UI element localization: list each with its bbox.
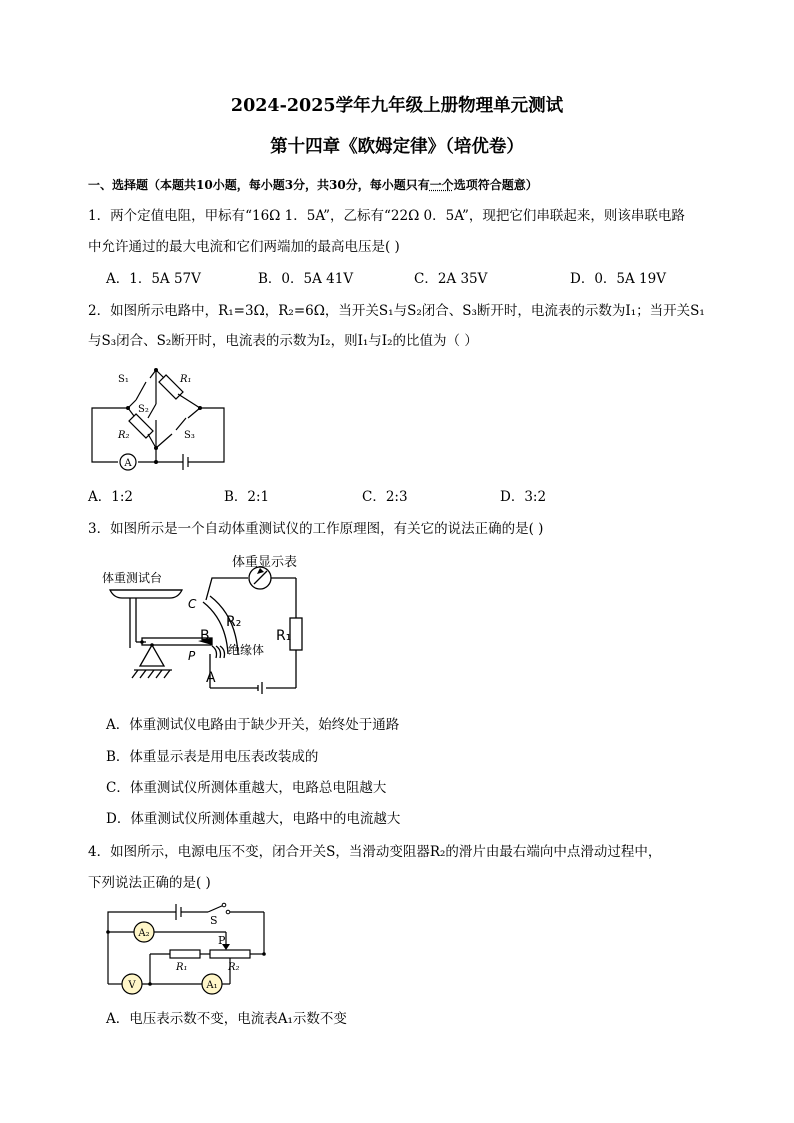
q1-stem-line1: 1．两个定值电阻，甲标有“16Ω 1．5A”，乙标有“22Ω 0．5A”，现把它们串联起来，则该串联电路 (88, 208, 685, 224)
q1-option-d[interactable]: D．0．5A 19V (570, 271, 666, 287)
q1-option-c[interactable]: C．2A 35V (414, 271, 488, 287)
section-heading-emphasis: 一个 (429, 178, 454, 192)
q4-option-a[interactable]: A．电压表示数不变，电流表A₁示数不变 (106, 1011, 347, 1027)
q2-s1-label: S₁ (118, 374, 129, 385)
q4-stem-line1: 4．如图所示，电源电压不变，闭合开关S，当滑动变阻器R₂的滑片由最右端向中点滑动过程中， (88, 844, 662, 860)
q2-option-a[interactable]: A．1:2 (88, 489, 133, 505)
q4-p-label: P (218, 934, 226, 947)
q3-c-label: C (188, 597, 197, 611)
q3-option-c[interactable]: C．体重测试仪所测体重越大，电路总电阻越大 (106, 780, 387, 796)
q3-option-b[interactable]: B．体重显示表是用电压表改装成的 (106, 749, 319, 765)
q4-circuit-diagram (106, 902, 274, 998)
q3-r2-label: R₂ (226, 614, 242, 630)
q3-a-label: A (206, 670, 216, 686)
q2-option-b[interactable]: B．2:1 (224, 489, 270, 505)
q2-stem-line1: 2．如图所示电路中，R₁=3Ω，R₂=6Ω，当开关S₁与S₂闭合、S₃断开时，电流表的示数为I₁；当开关S₁ (88, 303, 705, 319)
q2-circuit-diagram (88, 364, 228, 470)
q3-p-label: P (188, 649, 196, 663)
q3-option-d[interactable]: D．体重测试仪所测体重越大，电路中的电流越大 (106, 811, 401, 827)
q2-ammeter-label: A (124, 458, 132, 469)
section-heading (88, 176, 538, 194)
q4-stem-line2: 下列说法正确的是( ) (88, 875, 211, 891)
q3-insulator-label: 绝缘体 (228, 643, 265, 657)
section-heading-post: 选项符合题意） (453, 178, 538, 192)
q3-weight-tester-diagram (100, 550, 330, 690)
page-title: 2024-2025学年九年级上册物理单元测试 (230, 96, 564, 116)
q2-stem-line2: 与S₃闭合、S₂断开时，电流表的示数为I₂，则I₁与I₂的比值为（ ） (88, 333, 478, 349)
q1-option-b[interactable]: B．0．5A 41V (258, 271, 354, 287)
q2-option-c[interactable]: C．2:3 (362, 489, 408, 505)
q4-a2-label: A₂ (138, 928, 150, 939)
section-heading-pre: 一、选择题（本题共10小题，每小题3分，共30分，每小题只有 (88, 178, 430, 192)
q4-v-label: V (128, 980, 136, 991)
q2-r2-label: R₂ (118, 430, 130, 441)
q3-platform-label: 体重测试台 (102, 571, 163, 585)
q3-stem: 3．如图所示是一个自动体重测试仪的工作原理图，有关它的说法正确的是( ) (88, 521, 544, 537)
q4-r1-label: R₁ (176, 962, 188, 973)
q2-option-d[interactable]: D．3:2 (500, 489, 547, 505)
q4-r2-label: R₂ (228, 962, 240, 973)
q3-display-label: 体重显示表 (232, 555, 298, 570)
q2-r1-label: R₁ (180, 374, 192, 385)
q2-s3-label: S₃ (184, 430, 195, 441)
q2-s2-label: S₂ (138, 404, 149, 415)
q1-option-a[interactable]: A．1．5A 57V (106, 271, 201, 287)
q1-stem-line2: 中允许通过的最大电流和它们两端加的最高电压是( ) (88, 239, 400, 255)
q3-r1-label: R₁ (276, 628, 292, 644)
q3-option-a[interactable]: A．体重测试仪电路由于缺少开关，始终处于通路 (106, 717, 400, 733)
q3-b-label: B (200, 628, 210, 644)
q4-a1-label: A₁ (206, 980, 218, 991)
page-subtitle: 第十四章《欧姆定律》（培优卷） (270, 137, 524, 157)
q4-s-label: S (210, 914, 218, 927)
